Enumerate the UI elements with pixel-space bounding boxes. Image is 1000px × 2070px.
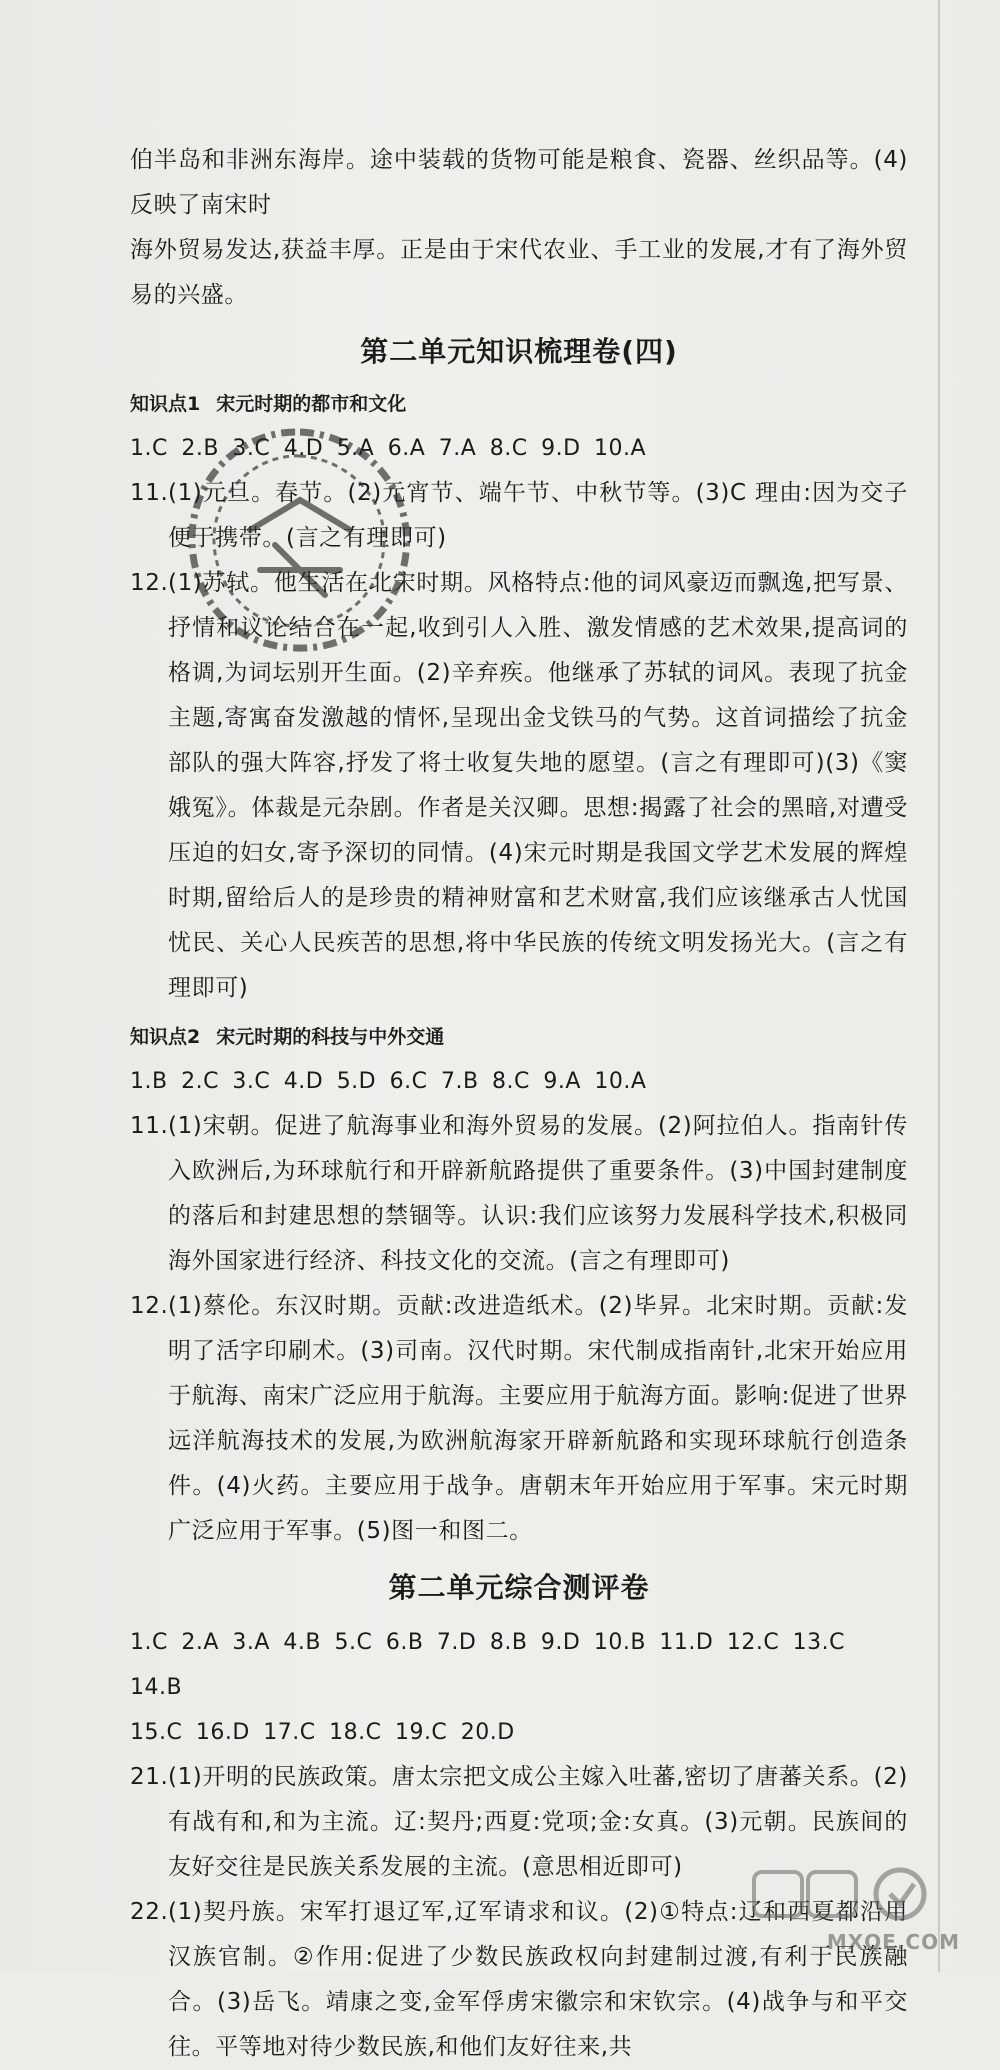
answer-text: (1)元旦。春节。(2)元宵节、端午节、中秋节等。(3)C 理由:因为交子便于携带。(言之有理即可)	[168, 480, 908, 551]
kp2-name: 宋元时期的科技与中外交通	[216, 1026, 445, 1048]
unit-test-choices-line-2: 15.C 16.D 17.C 18.C 19.C 20.D	[130, 1720, 515, 1745]
kp1-label: 知识点1	[130, 393, 201, 415]
continued-line-2: 海外贸易发达,获益丰厚。正是由于宋代农业、手工业的发展,才有了海外贸易的兴盛。	[130, 237, 908, 308]
knowledge-point-1-heading	[130, 384, 908, 424]
kp2-label: 知识点2	[130, 1026, 201, 1048]
question-number: 22.	[130, 1899, 169, 1925]
kp2-choice-answers: 1.B 2.C 3.C 4.D 5.D 6.C 7.B 8.C 9.A 10.A	[130, 1069, 647, 1094]
answer-text: (1)开明的民族政策。唐太宗把文成公主嫁入吐蕃,密切了唐蕃关系。(2)有战有和,和为主流。辽:契丹;西夏:党项;金:女真。(3)元朝。民族间的友好交往是民族关系发展的主流。(意思相近即可)	[168, 1764, 908, 1880]
answer-text: (1)契丹族。宋军打退辽军,辽军请求和议。(2)①特点:辽和西夏都沿用汉族官制。②作用:促进了少数民族政权向封建制过渡,有利于民族融合。(3)岳飞。靖康之变,金军俘虏宋徽宗和宋钦宗。(4)战争与和平交往。平等地对待少数民族,和他们友好往来,共	[168, 1899, 908, 2060]
answer-site-logo-icon	[750, 1864, 960, 1924]
continued-line-1: 伯半岛和非洲东海岸。途中装载的货物可能是粮食、瓷器、丝织品等。(4)反映了南宋时	[130, 147, 908, 218]
question-number: 12.	[130, 570, 169, 596]
page-fold-line	[938, 0, 940, 1972]
kp2-question-12	[130, 1284, 908, 1554]
answer-text: (1)蔡伦。东汉时期。贡献:改进造纸术。(2)毕昇。北宋时期。贡献:发明了活字印刷术。(3)司南。汉代时期。宋代制成指南针,北宋开始应用于航海、南宋广泛应用于航海。主要应用于航海方面。影响:促进了世界远洋航海技术的发展,为欧洲航海家开辟新航路和实现环球航行创造条件。(4)火药。主要应用于战争。唐朝末年开始应用于军事。宋元时期广泛应用于军事。(5)图一和图二。	[168, 1293, 908, 1544]
section-title-unit-test: 第二单元综合测评卷	[388, 1571, 650, 1604]
kp2-question-11	[130, 1104, 908, 1284]
watermark-url: MXQE.COM	[826, 1930, 960, 1954]
kp1-name: 宋元时期的都市和文化	[216, 393, 407, 415]
question-number: 11.	[130, 480, 169, 506]
answer-text: (1)苏轼。他生活在北宋时期。风格特点:他的词风豪迈而飘逸,把写景、抒情和议论结合在一起,收到引人入胜、激发情感的艺术效果,提高词的格调,为词坛别开生面。(2)辛弃疾。他继承了苏轼的词风。表现了抗金主题,寄寓奋发激越的情怀,呈现出金戈铁马的气势。这首词描绘了抗金部队的强大阵容,抒发了将士收复失地的愿望。(言之有理即可)(3)《窦娥冤》。体裁是元杂剧。作者是关汉卿。思想:揭露了社会的黑暗,对遭受压迫的妇女,寄予深切的同情。(4)宋元时期是我国文学艺术发展的辉煌时期,留给后人的是珍贵的精神财富和艺术财富,我们应该继承古人忧国忧民、关心人民疾苦的思想,将中华民族的传统文明发扬光大。(言之有理即可)	[168, 570, 908, 1001]
kp1-choice-answers: 1.C 2.B 3.C 4.D 5.A 6.A 7.A 8.C 9.D 10.A	[130, 436, 647, 461]
question-number: 12.	[130, 1293, 169, 1319]
unit-test-choices-line-1: 1.C 2.A 3.A 4.B 5.C 6.B 7.D 8.B 9.D 10.B 11.D 12.C 13.C 14.B	[130, 1630, 846, 1700]
school-seal-stamp-icon	[180, 420, 420, 660]
question-number: 21.	[130, 1764, 169, 1790]
site-watermark	[750, 1864, 960, 1954]
knowledge-point-2-heading	[130, 1017, 908, 1057]
answer-text: (1)宋朝。促进了航海事业和海外贸易的发展。(2)阿拉伯人。指南针传入欧洲后,为环球航行和开辟新航路提供了重要条件。(3)中国封建制度的落后和封建思想的禁锢等。认识:我们应该努力发展科学技术,积极同海外国家进行经济、科技文化的交流。(言之有理即可)	[168, 1113, 908, 1274]
section-title-review-4: 第二单元知识梳理卷(四)	[360, 335, 678, 368]
question-number: 11.	[130, 1113, 169, 1139]
